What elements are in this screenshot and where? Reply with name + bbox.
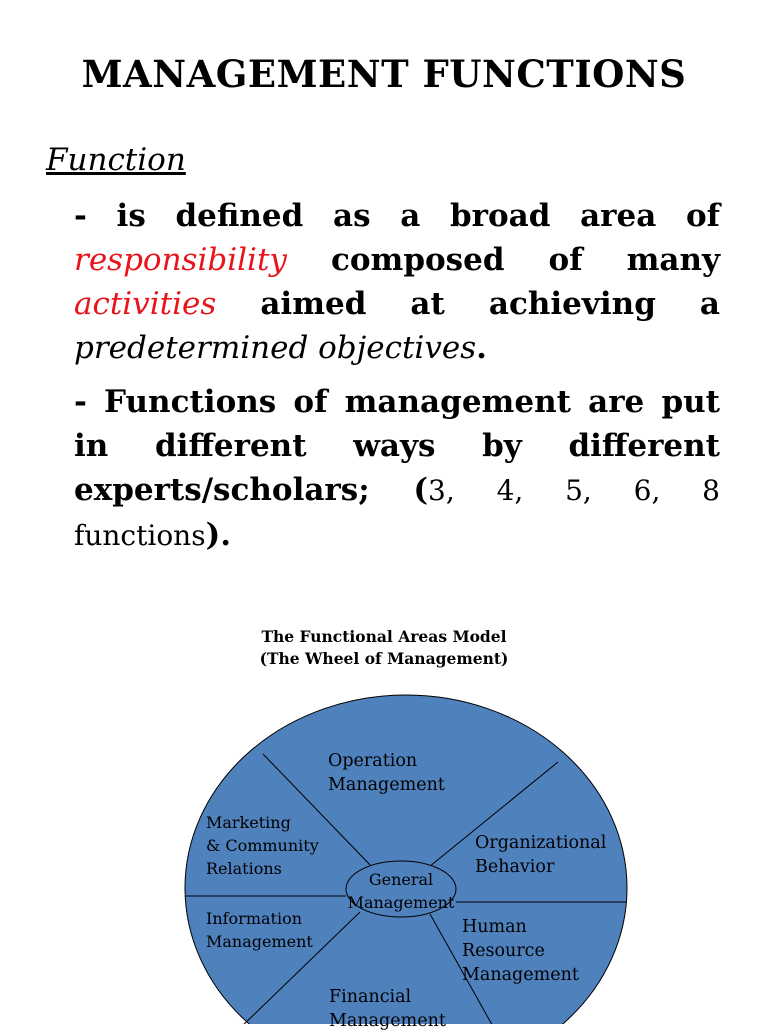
segment-hr-label [462,915,579,987]
segment-organizational-label [475,831,606,879]
definition-period: . [476,330,487,366]
operation-line1: Operation [328,751,418,771]
segment-information-label [206,907,313,953]
hr-line1: Human [462,917,527,937]
marketing-line2: & Community [206,836,319,855]
diagram-title-line2: (The Wheel of Management) [259,649,509,668]
marketing-line1: Marketing [206,813,291,832]
segment-operation-label [328,749,445,797]
function-heading: Function [46,142,186,178]
diagram-title-line1: The Functional Areas Model [261,627,507,646]
financial-line1: Financial [329,987,412,1007]
organizational-line2: Behavior [475,857,555,877]
responsibility-term: responsibility [74,242,287,278]
marketing-line3: Relations [206,859,282,878]
hr-line3: Management [462,965,579,985]
activities-term: activities [74,286,217,322]
financial-line2: Management [329,1011,446,1031]
definition-aimed: aimed at achieving a [260,286,721,322]
functions-text: - Functions of management are put in different ways by different experts/scholars; ( [74,384,720,508]
functions-counts: 3, 4, 5, 6, 8 functions [74,474,720,552]
hr-line2: Resource [462,941,545,961]
information-line1: Information [206,909,303,928]
center-line1: General [368,870,434,889]
definition-composed: composed of many [330,242,721,278]
definition-intro: - is defined as a broad area of [74,198,720,234]
center-label [346,868,456,914]
center-line2: Management [347,893,455,912]
operation-line2: Management [328,775,445,795]
functions-close: ). [205,517,232,553]
slide-title: MANAGEMENT FUNCTIONS [81,52,687,96]
segment-marketing-label [206,811,319,880]
predetermined-term: predetermined objectives [74,330,477,366]
segment-financial-label [329,985,446,1033]
organizational-line1: Organizational [475,833,607,853]
information-line2: Management [206,932,313,951]
